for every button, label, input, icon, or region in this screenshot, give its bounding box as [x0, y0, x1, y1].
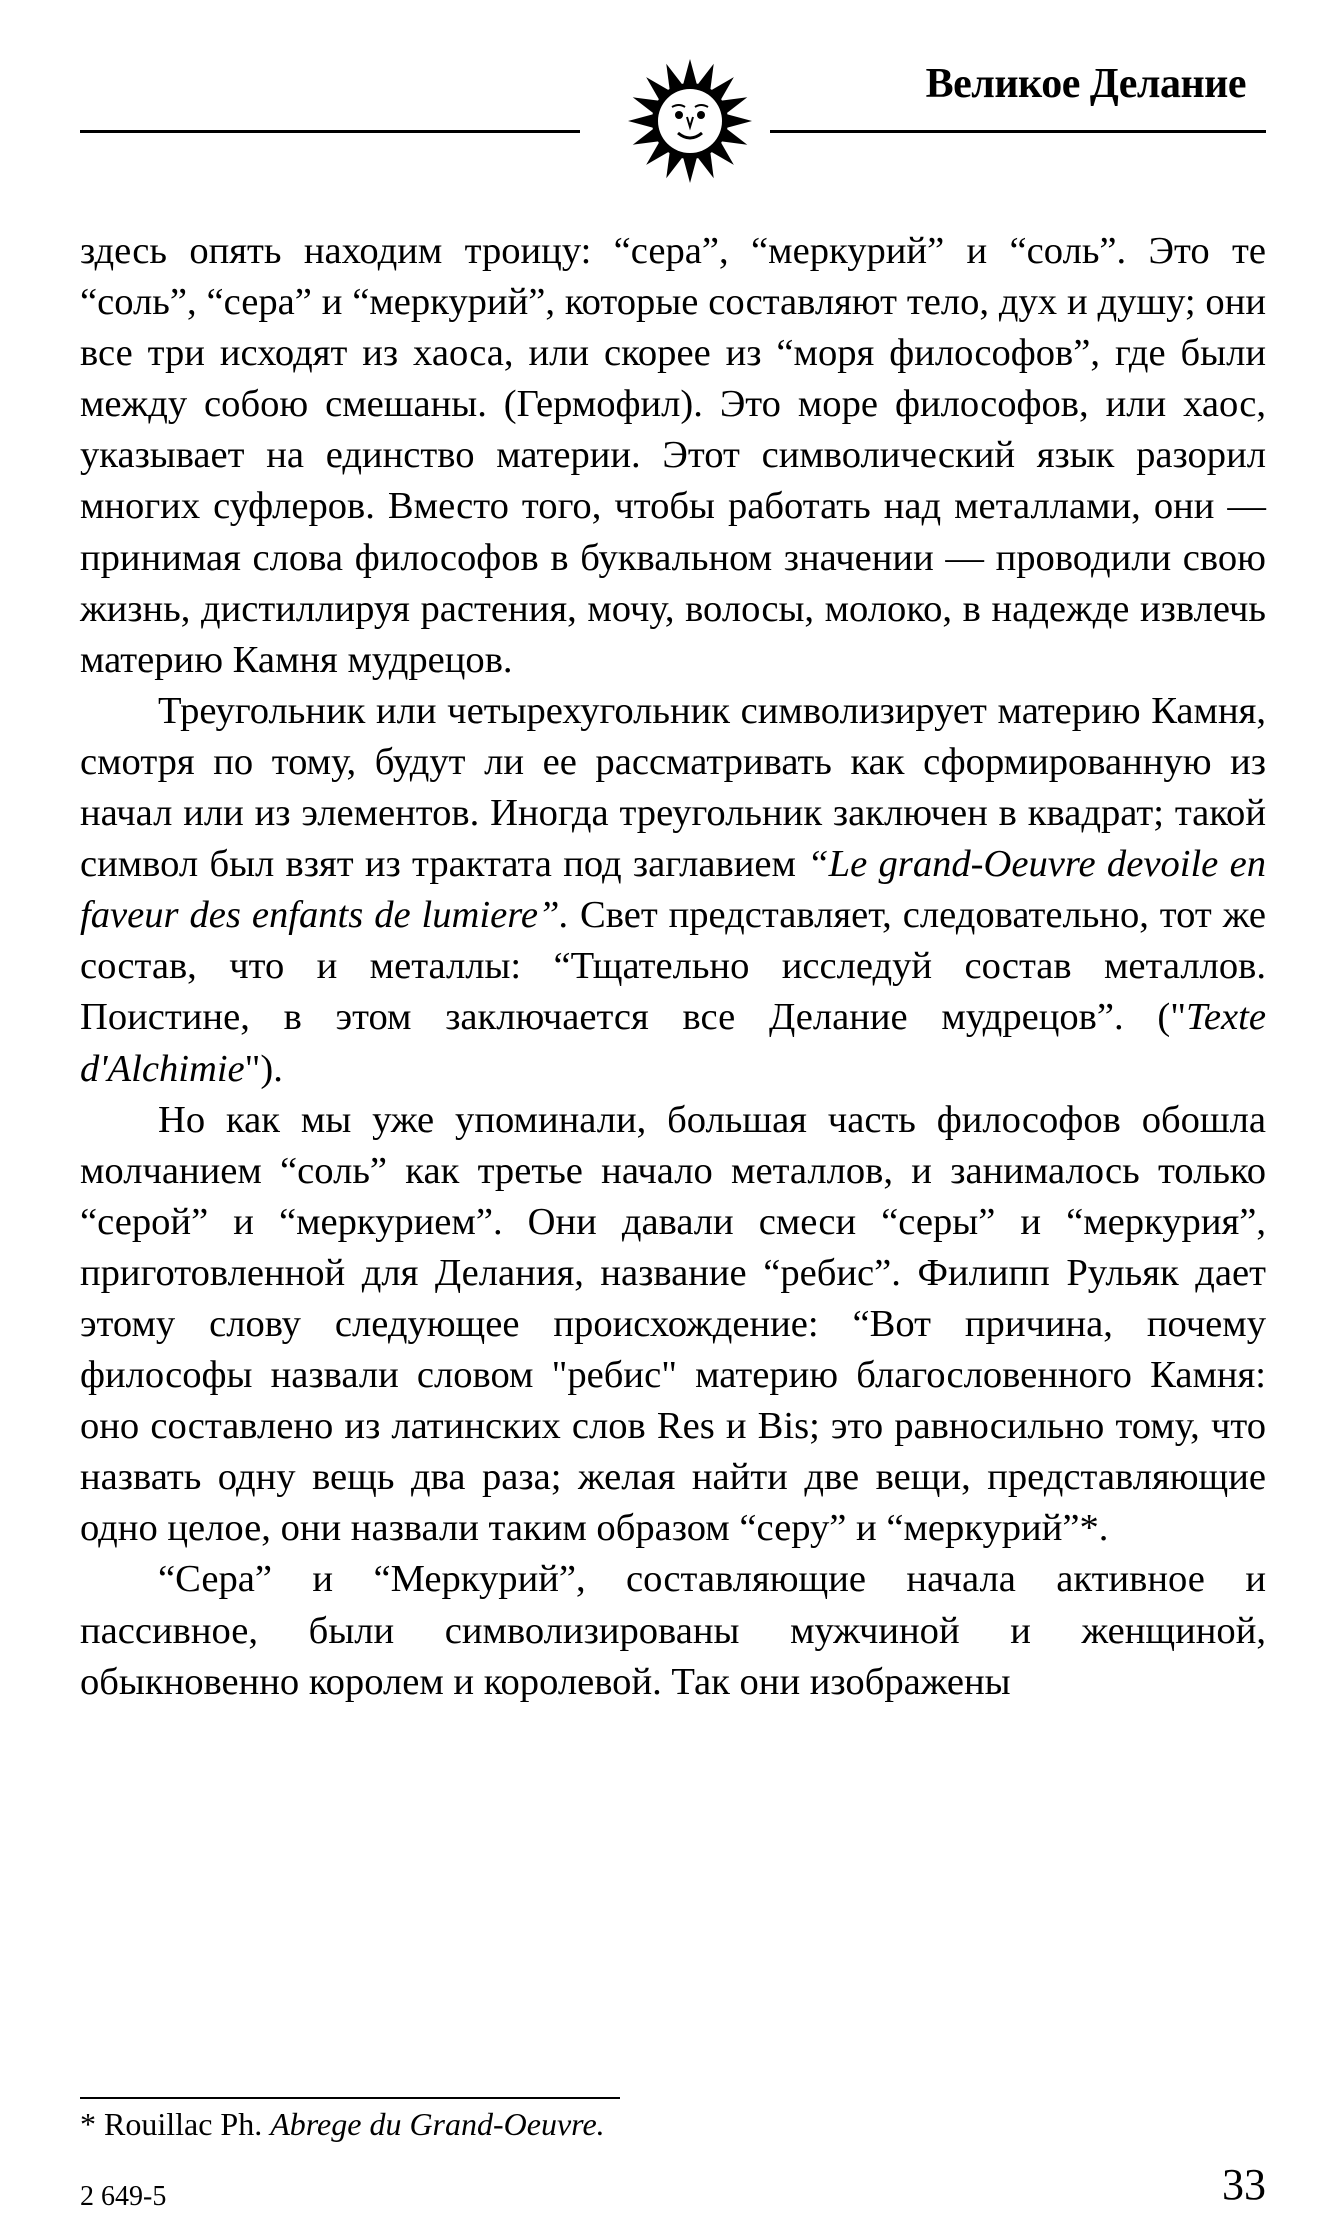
paragraph	[80, 1095, 1266, 1555]
text-segment: Но как мы уже упоминали, большая часть философов обошла молчанием “соль” как третье начало металлов, и занималось только “серой” и “меркурием”. Они давали смеси “серы” и “меркурия”, приготовленной для Делания, название “ребис”. Филипп Рульяк дает этому слову следующее происхождение: “Вот причина, почему философы назвали словом "ребис" материю благословенного Камня: оно составлено из латинских слов Res и Bis; это равносильно тому, что назвать одну вещь два раза; желая найти две вещи, представляющие одно целое, они назвали таким образом “серу” и “меркурий”*.	[80, 1098, 1266, 1550]
header-rule-left	[80, 130, 580, 133]
footnote-title: Abrege du Grand-Oeuvre.	[270, 2106, 605, 2142]
text-segment: ").	[244, 1047, 283, 1090]
paragraph	[80, 226, 1266, 686]
paragraph	[80, 686, 1266, 1095]
printer-signature: 2 649-5	[80, 2181, 167, 2212]
footnote	[80, 2104, 1266, 2144]
running-title: Великое Делание	[925, 61, 1246, 107]
footnote-prefix: * Rouillac Ph.	[80, 2106, 271, 2142]
text-segment: Треугольник или четырехугольник символизирует материю Камня, смотря по тому, будут ли ее рассматривать как сформированную из начал или из элементов. Иногда треугольник заключен в квадрат; такой символ был взят из трактата под заглавием	[80, 689, 1266, 886]
header-rule-right	[770, 130, 1266, 133]
text-segment: Свет представляет, следовательно, тот же состав, что и металлы: “Тщательно исследуй состав металлов. Поистине, в этом заключается все Делание мудрецов”. ("	[80, 894, 1266, 1039]
main-text	[80, 226, 1266, 1708]
text-segment: здесь опять находим троицу: “сера”, “меркурий” и “соль”. Это те “соль”, “сера” и “меркурий”, которые составляют тело, дух и душу; они все три исходят из хаоса, или скорее из “моря философов”, где были между собою смешаны. (Гермофил). Это море философов, или хаос, указывает на единство материи. Этот символический язык разорил многих суфлеров. Вместо того, чтобы работать над металлами, они — принимая слова философов в буквальном значении — проводили свою жизнь, дистиллируя растения, мочу, волосы, молоко, в надежде извлечь материю Камня мудрецов.	[80, 230, 1266, 681]
running-header	[80, 60, 1266, 200]
text-segment: “Сера” и “Меркурий”, составляющие начала активное и пассивное, были символизированы мужчиной и женщиной, обыкновенно королем и королевой. Так они изображены	[80, 1558, 1266, 1703]
sun-face-icon	[625, 56, 755, 186]
italic-text: “Le grand-Oeuvre devoile en faveur des enfants de lumiere”.	[80, 843, 1266, 937]
page-number: 33	[1222, 2160, 1266, 2209]
footnote-rule	[80, 2097, 620, 2099]
italic-text: Texte d'Alchimie	[80, 996, 1266, 1090]
paragraph	[80, 1554, 1266, 1707]
